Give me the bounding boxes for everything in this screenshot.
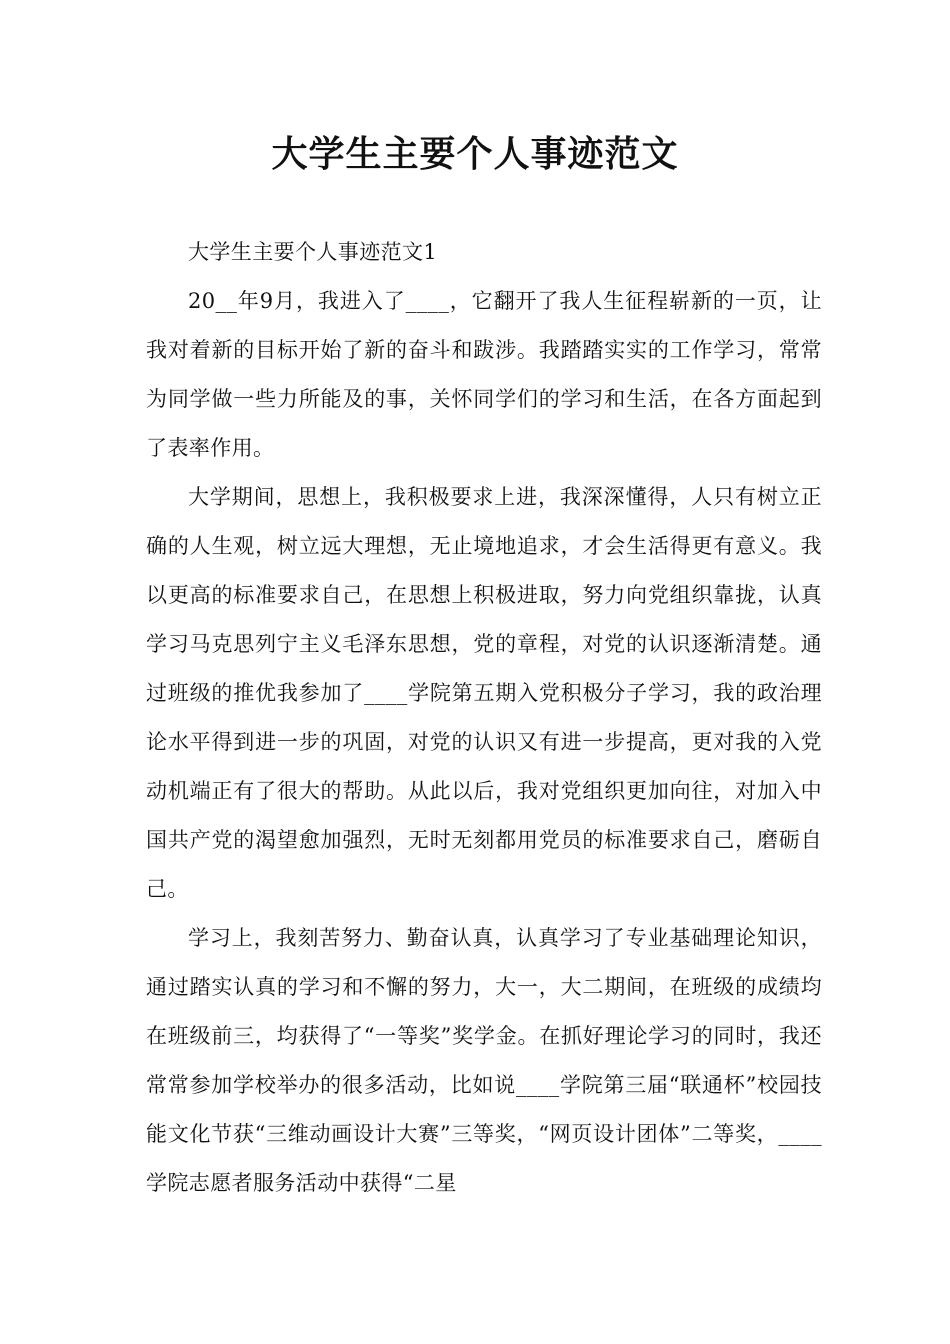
paragraph-1: 20__年9月，我进入了____，它翻开了我人生征程崭新的一页，让我对着新的目标开始了新的奋斗和跋涉。我踏踏实实的工作学习，常常为同学做一些力所能及的事，关怀同学们的学习和生活，在各方面起到了表率作用。 bbox=[146, 289, 822, 460]
section-heading: 大学生主要个人事迹范文1 bbox=[188, 240, 438, 264]
document-title: 大学生主要个人事迹范文 bbox=[271, 133, 679, 175]
document-body bbox=[146, 228, 822, 1208]
paragraph-2: 大学期间，思想上，我积极要求上进，我深深懂得，人只有树立正确的人生观，树立远大理想，无止境地追求，才会生活得更有意义。我以更高的标准要求自己，在思想上积极进取，努力向党组织靠拢，认真学习马克思列宁主义毛泽东思想，党的章程，对党的认识逐渐清楚。通过班级的推优我参加了____学院第五期入党积极分子学习，我的政治理论水平得到进一步的巩固，对党的认识又有进一步提高，更对我的入党动机端正有了很大的帮助。从此以后，我对党组织更加向往，对加入中国共产党的渴望愈加强烈，无时无刻都用党员的标准要求自己，磨砺自己。 bbox=[146, 485, 822, 901]
paragraph-3: 学习上，我刻苦努力、勤奋认真，认真学习了专业基础理论知识，通过踏实认真的学习和不懈的努力，大一，大二期间，在班级的成绩均在班级前三，均获得了“一等奖”奖学金。在抓好理论学习的同时，我还常常参加学校举办的很多活动，比如说____学院第三届“联通杯”校园技能文化节获“三维动画设计大赛”三等奖，“网页设计团体”二等奖，____学院志愿者服务活动中获得“二星 bbox=[146, 926, 822, 1195]
